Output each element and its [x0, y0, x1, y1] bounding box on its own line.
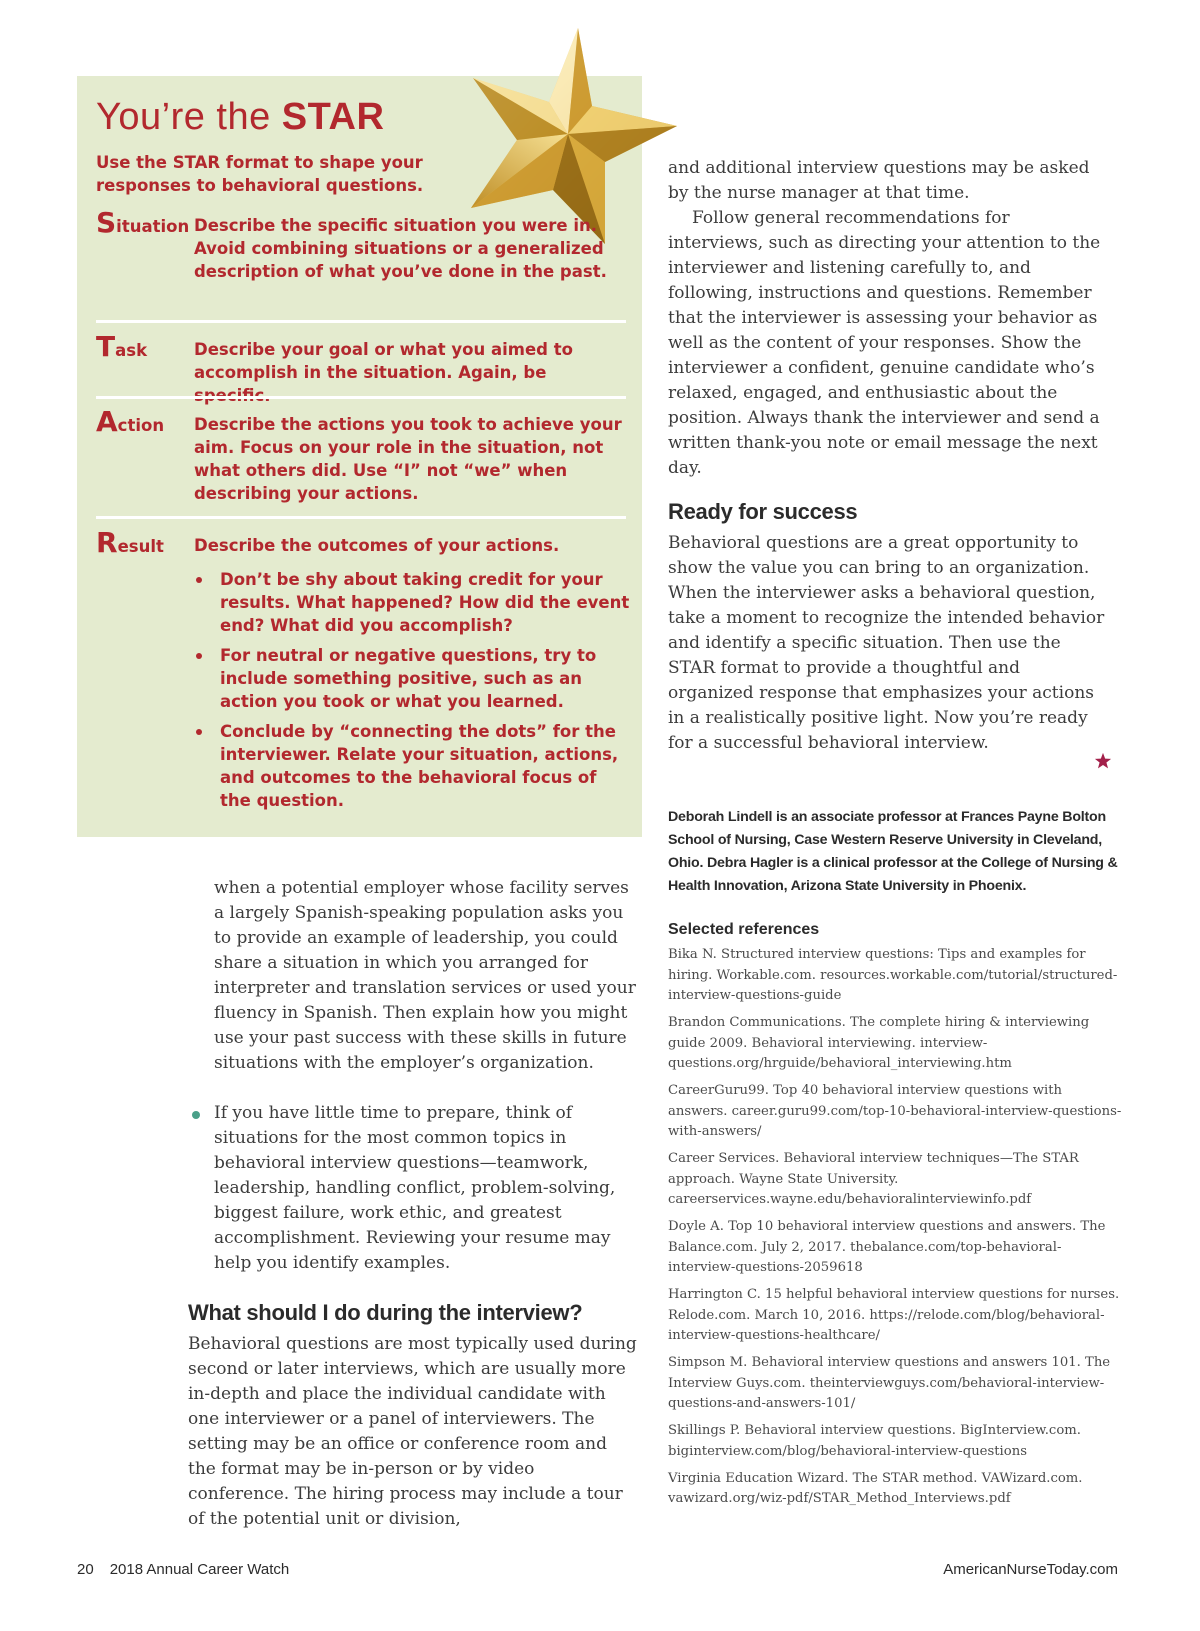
star-desc-result: Describe the outcomes of your actions.	[194, 536, 560, 555]
result-bullet-list	[194, 568, 630, 819]
reference-item: Career Services. Behavioral interview techniques—The STAR approach. Wayne State University. careerservices.wayne.edu/behavioralinterviewinfo.pdf	[668, 1151, 1079, 1207]
star-desc-task: Describe your goal or what you aimed to accomplish in the situation. Again, be specific.	[194, 340, 573, 405]
ready-paragraph: Behavioral questions are a great opportunity to show the value you can bring to an organization. When the interviewer asks a behavioral question, take a moment to recognize the intended behavior and identify a specific situation. Then use the STAR format to provide a thoughtful and organized response that emphasizes your actions in a realistically positive light. Now you’re ready for a successful behavioral interview.	[668, 533, 1105, 753]
page-footer-left	[77, 1561, 289, 1578]
reference-item: Bika N. Structured interview questions: Tips and examples for hiring. Workable.com. resources.workable.com/tutorial/structured-interview-questions-guide	[668, 947, 1118, 1003]
star-letter-action: Action	[96, 405, 165, 438]
references-heading: Selected references	[668, 921, 820, 938]
reference-item: Doyle A. Top 10 behavioral interview questions and answers. The Balance.com. July 2, 2017. thebalance.com/top-behavioral-interview-questions-2059618	[668, 1219, 1106, 1275]
reference-item: Virginia Education Wizard. The STAR method. VAWizard.com. vawizard.org/wiz-pdf/STAR_Method_Interviews.pdf	[668, 1470, 1083, 1506]
star-divider	[96, 516, 626, 519]
reference-item: CareerGuru99. Top 40 behavioral interview questions with answers. career.guru99.com/top-10-behavioral-interview-questions-with-answers/	[668, 1083, 1122, 1139]
star-letter-situation: Situation	[96, 206, 190, 239]
end-mark-star-icon	[1094, 752, 1112, 770]
heading-ready-for-success: Ready for success	[668, 499, 858, 524]
star-desc-action: Describe the actions you took to achieve your aim. Focus on your role in the situation, not what others did. Use “I” not “we” when describing your actions.	[194, 415, 622, 503]
page-number: 20	[77, 1561, 94, 1578]
publication-name: 2018 Annual Career Watch	[109, 1561, 290, 1578]
star-desc-situation: Describe the specific situation you were in. Avoid combining situations or a generalized description of what you’ve done in the past.	[194, 216, 607, 281]
reference-item: Skillings P. Behavioral interview questions. BigInterview.com. biginterview.com/blog/behavioral-interview-questions	[668, 1423, 1081, 1459]
references-list	[668, 945, 1123, 1516]
left-column-continuation: when a potential employer whose facility serves a largely Spanish-speaking population asks you to provide an example of leadership, you could share a situation in which you arranged for interpreter and translation services or used your fluency in Spanish. Then explain how you might use your past success with these skills in future situations with the employer’s organization.	[214, 878, 636, 1073]
right-paragraph: and additional interview questions may be asked by the nurse manager at that time.	[668, 158, 1090, 203]
heading-during-interview: What should I do during the interview?	[188, 1300, 583, 1325]
author-bio: Deborah Lindell is an associate professor at Frances Payne Bolton School of Nursing, Case Western Reserve University in Cleveland, Ohio. Debra Hagler is a clinical professor at the College of Nursing & Health Innovation, Arizona State University in Phoenix.	[668, 809, 1118, 894]
star-divider	[96, 396, 626, 399]
left-column-bullet: If you have little time to prepare, think of situations for the most common topics in behavioral interview questions—teamwork, leadership, handling conflict, problem-solving, biggest failure, work ethic, and greatest accomplishment. Reviewing your resume may help you identify examples.	[214, 1103, 616, 1273]
star-box-title: You’re the STAR	[96, 96, 385, 138]
reference-item: Harrington C. 15 helpful behavioral interview questions for nurses. Relode.com. March 10, 2016. https://relode.com/blog/behavioral-interview-questions-healthcare/	[668, 1287, 1120, 1343]
bullet-dot-icon	[192, 1111, 200, 1119]
result-bullet: Conclude by “connecting the dots” for the interviewer. Relate your situation, actions, and outcomes to the behavioral focus of the question.	[194, 720, 630, 812]
star-box-intro: Use the STAR format to shape your responses to behavioral questions.	[96, 153, 424, 195]
star-divider	[96, 320, 626, 323]
interview-paragraph: Behavioral questions are most typically used during second or later interviews, which are usually more in-depth and place the individual candidate with one interviewer or a panel of interviewers. The setting may be an office or conference room and the format may be in-person or by video conference. The hiring process may include a tour of the potential unit or division,	[188, 1334, 637, 1529]
star-letter-task: Task	[96, 330, 148, 363]
website-footer: AmericanNurseToday.com	[943, 1561, 1118, 1578]
result-bullet: For neutral or negative questions, try to include something positive, such as an action you took or what you learned.	[194, 644, 630, 713]
reference-item: Brandon Communications. The complete hiring & interviewing guide 2009. Behavioral interviewing. interview-questions.org/hrguide/behavioral_interviewing.htm	[668, 1015, 1090, 1071]
right-paragraph: Follow general recommendations for interviews, such as directing your attention to the interviewer and listening carefully to, and following, instructions and questions. Remember that the interviewer is assessing your behavior as well as the content of your responses. Show the interviewer a confident, genuine candidate who’s relaxed, engaged, and enthusiastic about the position. Always thank the interviewer and send a written thank-you note or email message the next day.	[668, 208, 1101, 478]
reference-item: Simpson M. Behavioral interview questions and answers 101. The Interview Guys.com. theinterviewguys.com/behavioral-interview-questions-and-answers-101/	[668, 1355, 1111, 1411]
right-column-top	[668, 156, 1108, 481]
result-bullet: Don’t be shy about taking credit for your results. What happened? How did the event end? What did you accomplish?	[194, 568, 630, 637]
star-letter-result: Result	[96, 526, 164, 559]
